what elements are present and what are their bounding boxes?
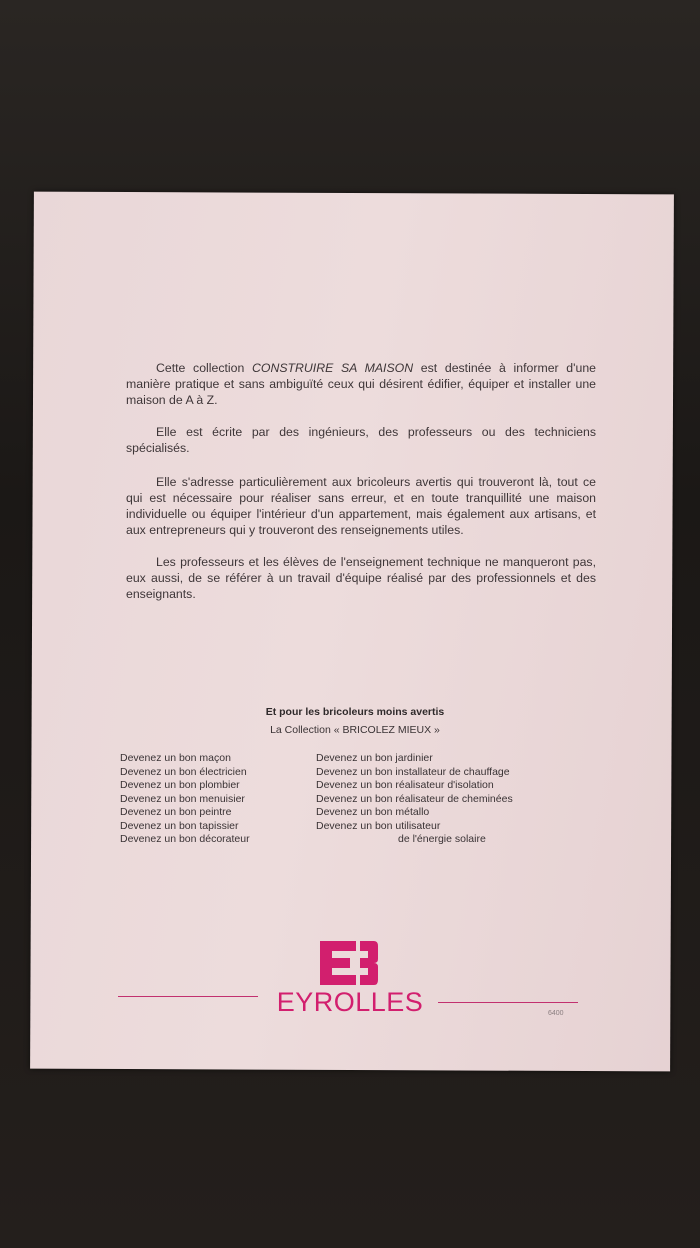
list-item: Devenez un bon utilisateur bbox=[316, 819, 441, 832]
collection-name: CONSTRUIRE SA MAISON bbox=[252, 361, 414, 375]
list-item: Devenez un bon maçon bbox=[120, 752, 231, 764]
list-item: de l'énergie solaire bbox=[398, 833, 486, 845]
list-item: Devenez un bon électricien bbox=[120, 765, 247, 778]
list-item: Devenez un bon jardinier bbox=[316, 752, 433, 764]
list-item: Devenez un bon installateur de chauffage bbox=[316, 765, 510, 778]
divider-right bbox=[438, 1002, 578, 1003]
eyrolles-logo-icon bbox=[316, 937, 380, 989]
list-item: Devenez un bon tapissier bbox=[120, 819, 239, 832]
catalog-code: 6400 bbox=[548, 1010, 564, 1017]
intro-paragraph-4: Les professeurs et les élèves de l'enseignement technique ne manqueront pas, eux aussi, de se référer à un travail d'équipe réalisé par des professionnels et des enseignants. bbox=[126, 555, 596, 601]
list-item: Devenez un bon menuisier bbox=[120, 792, 245, 805]
list-item: Devenez un bon décorateur bbox=[120, 833, 250, 845]
divider-left bbox=[118, 996, 258, 997]
intro-paragraph-2: Elle est écrite par des ingénieurs, des professeurs ou des techniciens spécialisés. bbox=[126, 425, 596, 455]
list-item: Devenez un bon réalisateur de cheminées bbox=[316, 792, 513, 805]
intro-paragraph-3: Elle s'adresse particulièrement aux bricoleurs avertis qui trouveront là, tout ce qui est nécessaire pour réaliser sans erreur, et en toute tranquillité une maison individuelle ou équiper l'intérieur d'un appartement, mais également aux artisans, et aux entrepreneurs qui y trouveront des renseignements utiles. bbox=[126, 475, 596, 537]
list-item: Devenez un bon peintre bbox=[120, 806, 232, 818]
promo-subtitle: La Collection « BRICOLEZ MIEUX » bbox=[270, 724, 440, 736]
title-list-right bbox=[316, 752, 596, 847]
intro-text bbox=[126, 360, 596, 618]
list-item: Devenez un bon métallo bbox=[316, 806, 430, 818]
publisher-name: EYROLLES bbox=[276, 987, 424, 1017]
promo-title: Et pour les bricoleurs moins avertis bbox=[265, 706, 445, 718]
list-item: Devenez un bon réalisateur d'isolation bbox=[316, 779, 494, 791]
list-item: Devenez un bon plombier bbox=[120, 779, 240, 791]
title-list-left bbox=[120, 752, 310, 847]
intro-paragraph-1: Cette collection CONSTRUIRE SA MAISON est destinée à informer d'une manière pratique et sans ambiguïté ceux qui désirent édifier, équiper et installer une maison de A à Z. bbox=[126, 361, 596, 407]
